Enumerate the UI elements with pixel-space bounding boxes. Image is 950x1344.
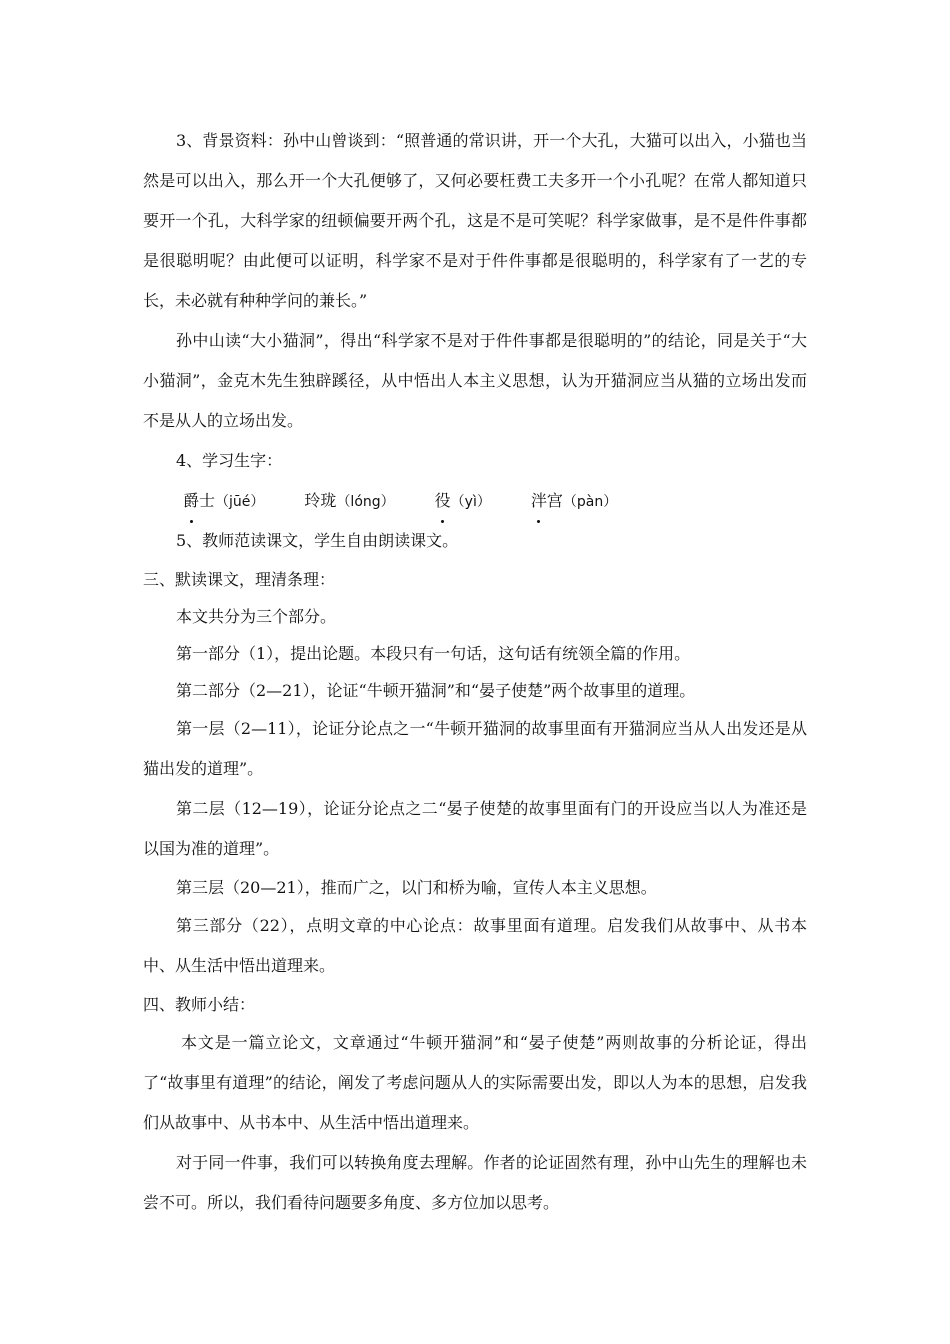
pinyin: （yì）	[450, 494, 491, 510]
dotted-char: 爵	[183, 481, 199, 521]
char-rest: 宫	[546, 491, 563, 510]
pinyin: （jūé）	[215, 494, 265, 510]
paragraph-summary-two: 对于同一件事，我们可以转换角度去理解。作者的论证固然有理，孙中山先生的理解也未尝不可。所以，我们看待问题要多角度、多方位加以思考。	[143, 1153, 807, 1212]
new-char-item	[435, 481, 491, 522]
paragraph-learn-new-chars: 4、学习生字：	[176, 451, 283, 470]
heading-section-four: 四、教师小结：	[143, 995, 256, 1014]
heading-section-three: 三、默读课文，理清条理：	[143, 570, 336, 589]
document-body	[143, 121, 807, 1223]
paragraph-part-three: 第三部分（22），点明文章的中心论点：故事里面有道理。启发我们从故事中、从书本中、从生活中悟出道理来。	[143, 916, 807, 975]
new-char-item	[304, 481, 394, 522]
paragraph-part-two: 第二部分（2—21），论证“牛顿开猫洞”和“晏子使楚”两个故事里的道理。	[176, 681, 696, 700]
new-char-item	[183, 481, 264, 522]
new-chars-row	[143, 481, 807, 521]
paragraph-sun-zhongshan: 孙中山读“大小猫洞”，得出“科学家不是对于件件事都是很聪明的”的结论，同是关于“大小猫洞”，金克木先生独辟蹊径，从中悟出人本主义思想，认为开猫洞应当从猫的立场出发而不是从人的立场出发。	[143, 331, 807, 430]
pinyin: （lóng）	[336, 494, 395, 510]
paragraph-summary-one: 本文是一篇立论文，文章通过“牛顿开猫洞”和“晏子使楚”两则故事的分析论证，得出了“故事里有道理”的结论，阐发了考虑问题从人的实际需要出发，即以人为本的思想，启发我们从故事中、从书本中、从生活中悟出道理来。	[143, 1033, 807, 1132]
new-char-item	[531, 481, 617, 522]
char-rest: 玲珑	[304, 491, 337, 510]
paragraph-layer-two: 第二层（12—19），论证分论点之二“晏子使楚的故事里面有门的开设应当以人为准还是以国为准的道理”。	[143, 799, 807, 858]
dotted-char: 役	[435, 481, 451, 521]
char-rest: 士	[199, 491, 216, 510]
pinyin: （pàn）	[562, 494, 618, 510]
dotted-char: 泮	[531, 481, 547, 521]
paragraph-teacher-reading: 5、教师范读课文，学生自由朗读课文。	[176, 531, 459, 550]
paragraph-background-material: 3、背景资料：孙中山曾谈到：“照普通的常识讲，开一个大孔，大猫可以出入，小猫也当然是可以出入，那么开一个大孔便够了，又何必要枉费工夫多开一个小孔呢？在常人都知道只要开一个孔，大科学家的纽顿偏要开两个孔，这是不是可笑呢？科学家做事，是不是件件事都是很聪明呢？由此便可以证明，科学家不是对于件件事都是很聪明的，科学家有了一艺的专长，未必就有种种学问的兼长。”	[143, 131, 807, 310]
paragraph-part-one: 第一部分（1），提出论题。本段只有一句话，这句话有统领全篇的作用。	[176, 644, 691, 663]
paragraph-structure-intro: 本文共分为三个部分。	[176, 607, 337, 626]
paragraph-layer-one: 第一层（2—11），论证分论点之一“牛顿开猫洞的故事里面有开猫洞应当从人出发还是从猫出发的道理”。	[143, 719, 807, 778]
paragraph-layer-three: 第三层（20—21），推而广之，以门和桥为喻，宣传人本主义思想。	[176, 878, 657, 897]
